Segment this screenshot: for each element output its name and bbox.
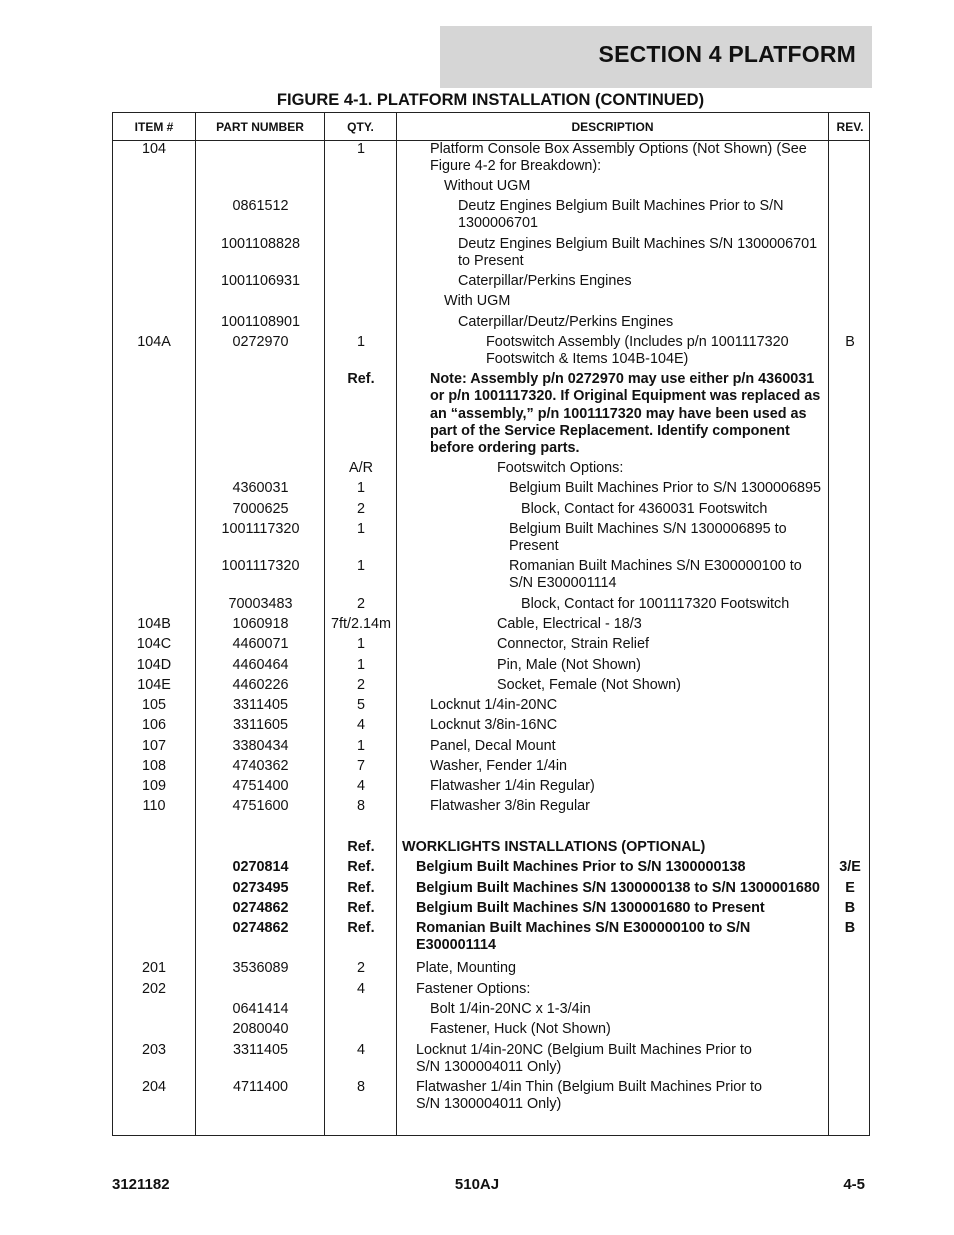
quantity-cell: 1 [356, 480, 365, 496]
footer-model: 510AJ [454, 1176, 500, 1193]
description-cell: Block, Contact for 1001117320 Footswitch [521, 596, 790, 612]
item-number-cell: 104A [137, 334, 171, 350]
quantity-cell: 2 [356, 596, 365, 612]
description-cell: Panel, Decal Mount [430, 738, 556, 754]
description-cell: Locknut 1/4in-20NC (Belgium Built Machines Prior to S/N 1300004011 Only) [416, 1042, 752, 1076]
part-number-cell: 4460464 [232, 657, 289, 673]
quantity-cell: 2 [356, 501, 365, 517]
quantity-cell: Ref. [347, 839, 375, 855]
description-cell: Flatwasher 1/4in Thin (Belgium Built Machines Prior to S/N 1300004011 Only) [416, 1079, 763, 1113]
description-cell: Note: Assembly p/n 0272970 may use either p/n 4360031 or p/n 1001117320. If Original Equipment was replaced as an “assembly,” p/n 1001117320 may have been used as part of the Service Replacement. Identify component before ordering parts. [430, 371, 821, 457]
figure-title: FIGURE 4-1. PLATFORM INSTALLATION (CONTINUED) [276, 91, 705, 109]
description-cell: Belgium Built Machines S/N 1300000138 to S/N 1300001680 [416, 880, 820, 896]
description-cell: Plate, Mounting [416, 960, 516, 976]
part-number-cell: 1001117320 [221, 521, 300, 537]
column-header-rev: REV. [836, 119, 864, 134]
footer-document-number: 3121182 [112, 1176, 170, 1193]
quantity-cell: 8 [356, 1079, 365, 1095]
description-cell: Caterpillar/Deutz/Perkins Engines [458, 314, 674, 330]
part-number-cell: 0274862 [232, 920, 289, 936]
item-number-cell: 104B [137, 616, 171, 632]
quantity-cell: 4 [356, 778, 365, 794]
quantity-cell: Ref. [347, 900, 375, 916]
part-number-cell: 3380434 [232, 738, 289, 754]
part-number-cell: 1060918 [232, 616, 289, 632]
item-number-cell: 106 [141, 717, 166, 733]
description-cell: Connector, Strain Relief [497, 636, 649, 652]
quantity-cell: 1 [356, 521, 365, 537]
part-number-cell: 4740362 [232, 758, 289, 774]
part-number-cell: 7000625 [232, 501, 289, 517]
quantity-cell: Ref. [347, 371, 375, 387]
quantity-cell: 4 [356, 717, 365, 733]
description-cell: Locknut 3/8in-16NC [430, 717, 558, 733]
quantity-cell: 4 [356, 1042, 365, 1058]
part-number-cell: 0861512 [232, 198, 289, 214]
part-number-cell: 4460071 [232, 636, 289, 652]
part-number-cell: 0641414 [232, 1001, 289, 1017]
description-cell: Pin, Male (Not Shown) [497, 657, 641, 673]
description-cell: Block, Contact for 4360031 Footswitch [521, 501, 768, 517]
description-cell: Romanian Built Machines S/N E300000100 to S/N E300001114 [416, 920, 751, 954]
quantity-cell: 1 [356, 141, 365, 157]
item-number-cell: 104E [137, 677, 171, 693]
part-number-cell: 3311405 [233, 1042, 288, 1058]
part-number-cell: 3536089 [232, 960, 289, 976]
description-cell: Deutz Engines Belgium Built Machines S/N 1300006701 to Present [458, 236, 818, 270]
item-number-cell: 104 [141, 141, 166, 157]
description-cell: Fastener Options: [416, 981, 531, 997]
revision-cell: B [844, 920, 856, 936]
item-number-cell: 201 [141, 960, 166, 976]
quantity-cell: 7 [356, 758, 365, 774]
part-number-cell: 0273495 [232, 880, 289, 896]
description-cell: Washer, Fender 1/4in [430, 758, 568, 774]
item-number-cell: 202 [141, 981, 166, 997]
revision-cell: E [845, 880, 855, 896]
parts-table [112, 112, 870, 1136]
part-number-cell: 0272970 [232, 334, 289, 350]
quantity-cell: 7ft/2.14m [331, 616, 391, 632]
item-number-cell: 109 [141, 778, 166, 794]
quantity-cell: A/R [349, 460, 373, 476]
description-cell: Belgium Built Machines Prior to S/N 1300006895 [509, 480, 821, 496]
part-number-cell: 4460226 [232, 677, 289, 693]
description-cell: Cable, Electrical - 18/3 [497, 616, 642, 632]
quantity-cell: Ref. [347, 920, 375, 936]
description-cell: Footswitch Assembly (Includes p/n 1001117320 Footswitch & Items 104B-104E) [486, 334, 789, 368]
quantity-cell: 5 [356, 697, 365, 713]
part-number-cell: 1001108901 [221, 314, 300, 330]
description-cell: Platform Console Box Assembly Options (Not Shown) (See Figure 4-2 for Breakdown): [430, 141, 807, 175]
description-cell: Romanian Built Machines S/N E300000100 to S/N E300001114 [509, 558, 802, 592]
revision-cell: B [845, 334, 855, 350]
part-number-cell: 4711400 [233, 1079, 288, 1095]
quantity-cell: 1 [356, 636, 365, 652]
part-number-cell: 4751400 [232, 778, 289, 794]
column-header-item: ITEM # [134, 119, 174, 134]
part-number-cell: 4360031 [232, 480, 289, 496]
revision-cell: 3/E [839, 859, 861, 875]
section-banner [440, 26, 872, 88]
quantity-cell: 2 [356, 677, 365, 693]
part-number-cell: 1001108828 [221, 236, 300, 252]
quantity-cell: 4 [356, 981, 365, 997]
description-cell: Belgium Built Machines Prior to S/N 1300000138 [416, 859, 746, 875]
part-number-cell: 1001106931 [221, 273, 300, 289]
description-cell: Flatwasher 3/8in Regular [430, 798, 590, 814]
item-number-cell: 108 [141, 758, 166, 774]
item-number-cell: 107 [141, 738, 166, 754]
item-number-cell: 110 [142, 798, 166, 814]
quantity-cell: 1 [356, 558, 365, 574]
part-number-cell: 3311605 [233, 717, 288, 733]
description-cell: Fastener, Huck (Not Shown) [430, 1021, 611, 1037]
column-header-part-number: PART NUMBER [216, 119, 304, 134]
part-number-cell: 0274862 [232, 900, 289, 916]
revision-cell: B [844, 900, 856, 916]
quantity-cell: 1 [356, 657, 365, 673]
quantity-cell: 1 [356, 334, 365, 350]
description-cell: Footswitch Options: [497, 460, 624, 476]
part-number-cell: 3311405 [233, 697, 288, 713]
item-number-cell: 204 [141, 1079, 166, 1095]
section-title: SECTION 4 PLATFORM [598, 41, 856, 67]
part-number-cell: 70003483 [228, 596, 293, 612]
footer-page-number: 4-5 [843, 1176, 865, 1193]
description-cell: Without UGM [444, 178, 531, 194]
description-cell: Caterpillar/Perkins Engines [458, 273, 632, 289]
part-number-cell: 4751600 [232, 798, 289, 814]
column-header-description: DESCRIPTION [571, 119, 654, 134]
description-cell: With UGM [444, 293, 511, 309]
quantity-cell: 1 [356, 738, 365, 754]
item-number-cell: 104D [136, 657, 172, 673]
description-cell: Belgium Built Machines S/N 1300006895 to Present [509, 521, 787, 555]
part-number-cell: 0270814 [232, 859, 289, 875]
quantity-cell: 8 [356, 798, 365, 814]
part-number-cell: 1001117320 [221, 558, 300, 574]
column-header-qty: QTY. [347, 119, 374, 134]
item-number-cell: 104C [136, 636, 172, 652]
description-cell: Flatwasher 1/4in Regular) [430, 778, 595, 794]
description-cell: Deutz Engines Belgium Built Machines Prior to S/N 1300006701 [458, 198, 784, 232]
item-number-cell: 203 [141, 1042, 166, 1058]
description-cell: Locknut 1/4in-20NC [430, 697, 558, 713]
item-number-cell: 105 [141, 697, 166, 713]
description-cell: Belgium Built Machines S/N 1300001680 to Present [416, 900, 765, 916]
description-cell: Bolt 1/4in-20NC x 1-3/4in [430, 1001, 591, 1017]
column-divider [828, 113, 829, 1135]
part-number-cell: 2080040 [232, 1021, 289, 1037]
quantity-cell: Ref. [347, 880, 375, 896]
quantity-cell: 2 [356, 960, 365, 976]
description-cell: WORKLIGHTS INSTALLATIONS (OPTIONAL) [402, 839, 706, 855]
quantity-cell: Ref. [347, 859, 375, 875]
description-cell: Socket, Female (Not Shown) [497, 677, 681, 693]
